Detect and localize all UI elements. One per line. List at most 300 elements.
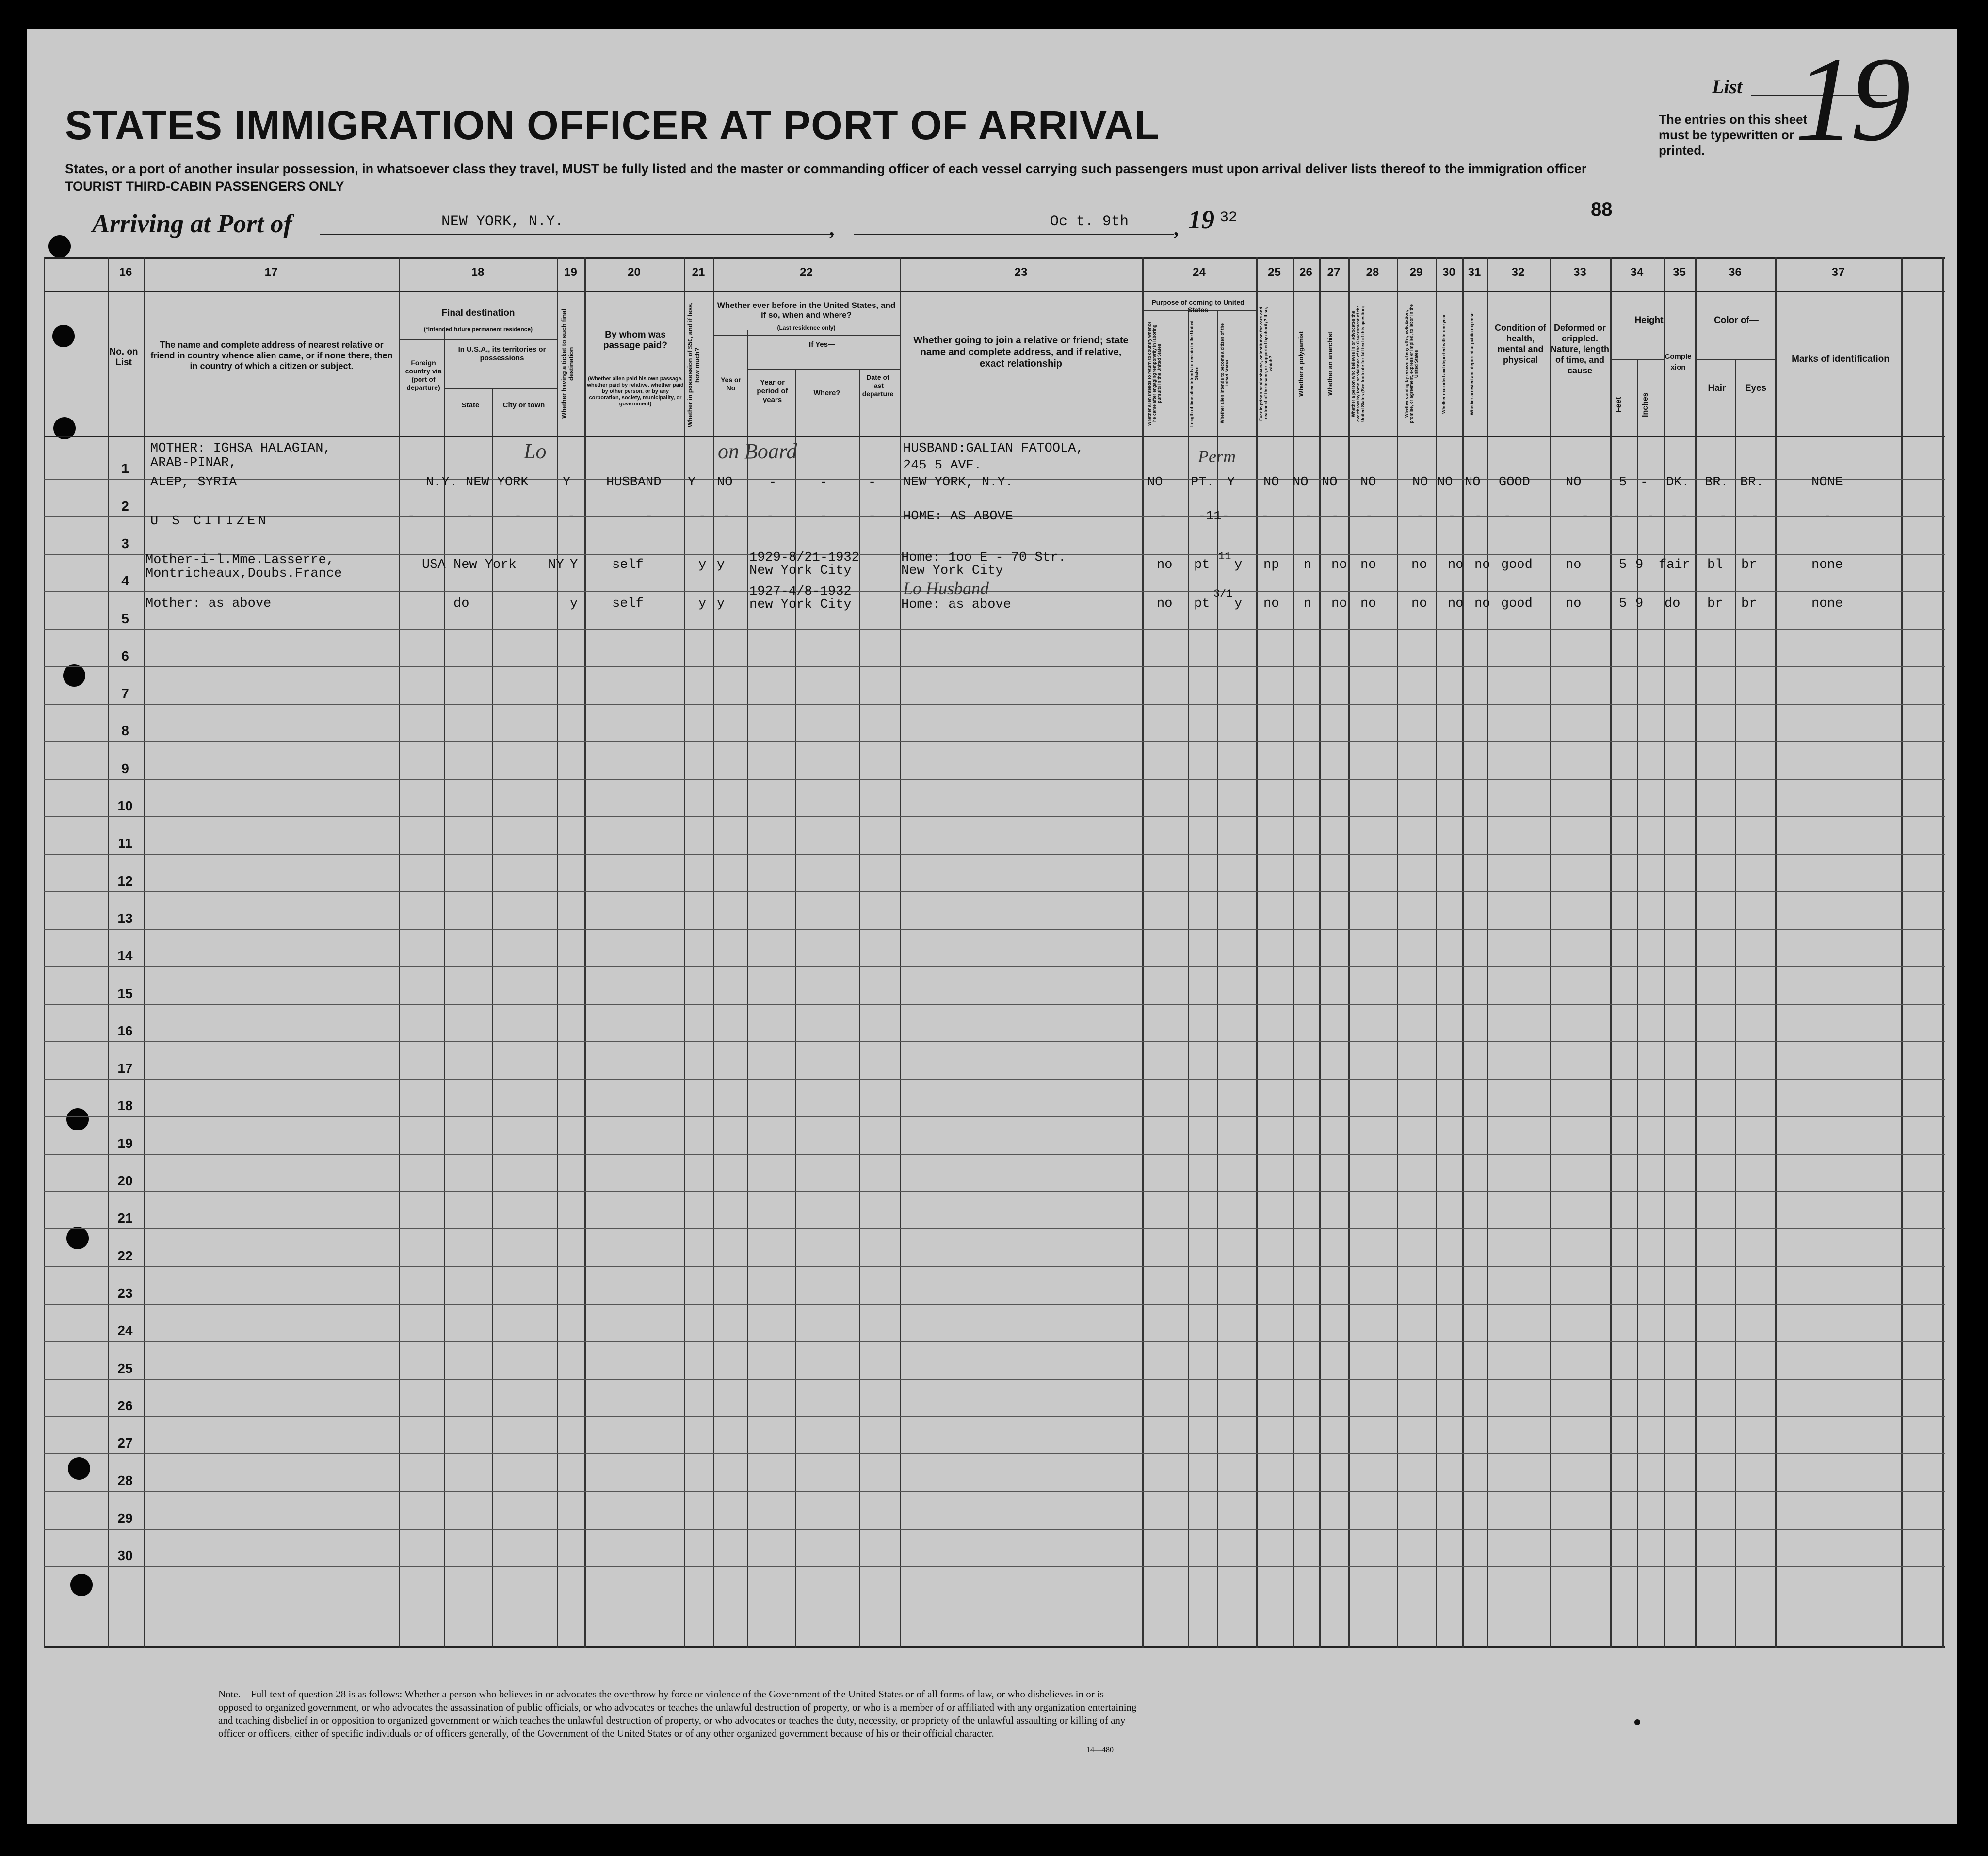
row-number: 19 bbox=[117, 1135, 133, 1151]
column-rule bbox=[1256, 257, 1258, 1648]
row1-complexion: DK. bbox=[1666, 475, 1690, 490]
row-number: 12 bbox=[117, 873, 133, 888]
row2-dash: - bbox=[1331, 509, 1340, 524]
row2-dash: - bbox=[466, 509, 474, 524]
column-number: 20 bbox=[628, 266, 641, 279]
row1-anarchist: NO bbox=[1322, 475, 1338, 490]
row1-relative-line2: ARAB-PINAR, bbox=[150, 456, 237, 470]
row3-polygamist: n bbox=[1304, 558, 1312, 572]
column-number: 18 bbox=[471, 266, 485, 279]
column-number: 33 bbox=[1573, 266, 1586, 279]
row-rule bbox=[44, 1453, 1945, 1454]
ink-dot bbox=[1634, 1719, 1640, 1725]
instructions bbox=[65, 160, 1617, 195]
column-rule bbox=[1462, 257, 1464, 1648]
hdr-prison: Ever in prison or almshouse, or institution for care and treatment of the insane, or supported by charity? If so, which? bbox=[1259, 307, 1273, 421]
column-rule bbox=[1293, 257, 1294, 1648]
header-sub-rule bbox=[1610, 359, 1664, 360]
row4-handwritten-join: Lo Husband bbox=[903, 579, 989, 598]
row4-where: new York City bbox=[749, 597, 852, 612]
row-rule bbox=[44, 704, 1945, 705]
row1-return: NO bbox=[1147, 475, 1163, 490]
row-rule bbox=[44, 1416, 1945, 1417]
column-rule bbox=[1610, 257, 1612, 1648]
page-title: STATES IMMIGRATION OFFICER AT PORT OF ARRIVAL bbox=[65, 102, 1160, 148]
row3-relative-line1: Mother-i-l.Mme.Lasserre, bbox=[145, 553, 334, 567]
row1-marks: NONE bbox=[1811, 475, 1843, 490]
row3-length: pt bbox=[1194, 558, 1210, 572]
row2-dash: - bbox=[1448, 509, 1456, 524]
row2-dash: - bbox=[766, 509, 775, 524]
column-rule bbox=[557, 257, 558, 1648]
sub-column-rule bbox=[859, 369, 860, 1648]
row2-dash: - bbox=[645, 509, 653, 524]
sub-column-rule bbox=[747, 330, 748, 1648]
hdr-color-of: Color of— bbox=[1714, 315, 1759, 325]
row2-dash: - bbox=[820, 509, 828, 524]
hdr-complexion: Complexion bbox=[1665, 353, 1692, 371]
row2-dash: - bbox=[1613, 509, 1621, 524]
row1-q28: NO bbox=[1360, 475, 1376, 490]
row-number: 26 bbox=[117, 1398, 133, 1413]
hdr-no-on-list: No. on List bbox=[109, 347, 138, 368]
column-rule bbox=[900, 257, 901, 1648]
row-rule bbox=[44, 629, 1945, 630]
hdr-foreign-country: Foreign country via (port of departure) bbox=[405, 359, 442, 391]
column-number: 29 bbox=[1409, 266, 1423, 279]
arrival-port: NEW YORK, N.Y. bbox=[441, 213, 564, 230]
row4-hair: br bbox=[1707, 597, 1723, 611]
row4-q30: no bbox=[1448, 597, 1464, 611]
row1-q31: NO bbox=[1465, 475, 1481, 490]
row3-health: good bbox=[1501, 558, 1533, 572]
hdr-eyes: Eyes bbox=[1745, 383, 1767, 393]
row3-join-line1: Home: 1oo E - 70 Str. bbox=[901, 550, 1067, 565]
row4-inches: 9 bbox=[1635, 597, 1644, 611]
row1-ticket: Y bbox=[563, 475, 571, 490]
hdr-final-destination-note: (*Intended future permanent residence) bbox=[423, 326, 533, 333]
row2-relative: U S CITIZEN bbox=[150, 514, 269, 529]
hdr-deformed: Deformed or crippled. Nature, length of time, and cause bbox=[1550, 323, 1609, 375]
hdr-q31: Whether arrested and deported at public expense bbox=[1470, 312, 1474, 415]
row4-passage: self bbox=[612, 597, 644, 611]
row1-length: PT. bbox=[1191, 475, 1214, 490]
footnote-question-28: Note.—Full text of question 28 is as follows: Whether a person who believes in or advocates the overthrow by force or violence of the Government of the United States or of all forms of law, or who disbelieves in or is opposed to organized government, or who advocates the assassination of public officials, or who advocates or teaches the unlawful destruction of property, or who is a member of or affiliated with any organization entertaining and teaching disbelief in or opposition to organized government or which teaches the unlawful destruction of property, or who advocates or teaches the duty, necessity, or propriety of the unlawful assaulting or killing of any officer or officers, either of specific individuals or of officers generally, of the Government of the United States or of any other organized government because of his or their official character. bbox=[218, 1688, 1137, 1739]
row4-state: do bbox=[453, 597, 469, 611]
column-rule bbox=[1550, 257, 1551, 1648]
row4-relative: Mother: as above bbox=[145, 597, 272, 611]
row1-departure: - bbox=[868, 475, 876, 490]
row1-passage: HUSBAND bbox=[606, 475, 662, 490]
hdr-feet: Feet bbox=[1615, 397, 1623, 413]
row3-q30: no bbox=[1448, 558, 1464, 572]
row3-deformed: no bbox=[1566, 558, 1582, 572]
row4-yes-no: y bbox=[717, 597, 725, 611]
row3-inches: 9 bbox=[1635, 558, 1644, 572]
row-number: 15 bbox=[117, 985, 133, 1001]
column-number: 30 bbox=[1442, 266, 1455, 279]
row-number: 10 bbox=[117, 798, 133, 813]
table-top-rule bbox=[44, 257, 1945, 259]
row2-dash: - bbox=[1503, 509, 1512, 524]
hdr-where: Where? bbox=[813, 389, 840, 397]
column-number: 34 bbox=[1630, 266, 1644, 279]
form-code: 14—480 bbox=[1086, 1746, 1114, 1754]
row1-join-line3: NEW YORK, N.Y. bbox=[903, 475, 1013, 490]
row4-polygamist: n bbox=[1304, 597, 1312, 611]
column-number: 25 bbox=[1268, 266, 1281, 279]
row3-money: y bbox=[698, 558, 707, 572]
row1-prison: NO bbox=[1263, 475, 1279, 490]
row3-state: New York bbox=[453, 558, 517, 572]
row4-deformed: no bbox=[1566, 597, 1582, 611]
row4-q31: no bbox=[1474, 597, 1490, 611]
sub-column-rule bbox=[444, 330, 445, 1648]
row1-handwritten-perm: Perm bbox=[1198, 447, 1236, 466]
hdr-state: State bbox=[461, 401, 480, 409]
row3-where: New York City bbox=[749, 564, 852, 578]
row2-length-mark: -11- bbox=[1198, 509, 1229, 524]
row-number: 5 bbox=[121, 611, 129, 626]
row-rule bbox=[44, 891, 1945, 892]
hdr-inches: Inches bbox=[1641, 392, 1649, 418]
comma: , bbox=[1174, 218, 1179, 240]
row1-year: - bbox=[769, 475, 777, 490]
row4-length: pt bbox=[1194, 597, 1210, 611]
row3-foreign: USA bbox=[422, 558, 446, 572]
row-rule bbox=[44, 666, 1945, 667]
column-rule bbox=[399, 257, 400, 1648]
row3-yes-no: y bbox=[717, 558, 725, 572]
row-number: 8 bbox=[121, 723, 129, 739]
row2-dash: - bbox=[1681, 509, 1689, 524]
row4-join: Home: as above bbox=[901, 597, 1011, 612]
hdr-city: City or town bbox=[502, 401, 545, 409]
hdr-in-usa: In U.S.A., its territories or possessions bbox=[458, 345, 546, 362]
row-number: 27 bbox=[117, 1436, 133, 1451]
row1-state: NEW YORK bbox=[466, 475, 529, 490]
hdr-yes-no: Yes or No bbox=[720, 376, 742, 392]
row2-dash: - bbox=[407, 509, 416, 524]
row-number: 30 bbox=[117, 1548, 133, 1563]
hdr-q29: Whether coming by reason of any offer, solicitation, promise, or agreement, express or implied, to labor in the United States bbox=[1404, 304, 1419, 424]
row2-dash: - bbox=[1581, 509, 1589, 524]
column-number: 16 bbox=[119, 266, 132, 279]
row-rule bbox=[44, 1379, 1945, 1380]
row-number: 21 bbox=[117, 1210, 133, 1226]
column-rule bbox=[1348, 257, 1350, 1648]
hdr-date-departure: Date of last departure bbox=[862, 373, 894, 398]
row2-dash: - bbox=[567, 509, 576, 524]
row4-q28: no bbox=[1360, 597, 1376, 611]
punch-hole bbox=[48, 235, 71, 258]
row-rule bbox=[44, 1041, 1945, 1042]
row2-dash: - bbox=[1261, 509, 1269, 524]
row1-where: - bbox=[820, 475, 828, 490]
row-rule bbox=[44, 854, 1945, 855]
row2-dash: - bbox=[1159, 509, 1167, 524]
row-number: 18 bbox=[117, 1098, 133, 1114]
row1-citizen: Y bbox=[1227, 475, 1235, 490]
row4-money: y bbox=[698, 597, 707, 611]
row4-ticket: y bbox=[570, 597, 578, 611]
header-sub-rule bbox=[399, 339, 557, 340]
row-rule bbox=[44, 1154, 1945, 1155]
hdr-health: Condition of health, mental and physical bbox=[1495, 323, 1546, 365]
row3-eyes: br bbox=[1741, 558, 1757, 572]
row3-join-line2: New York City bbox=[901, 564, 1003, 578]
column-number: 35 bbox=[1673, 266, 1686, 279]
row-number: 20 bbox=[117, 1173, 133, 1188]
sub-column-rule bbox=[1188, 310, 1189, 1648]
column-rule bbox=[1695, 257, 1697, 1648]
row-number: 3 bbox=[121, 535, 129, 551]
class-line: TOURIST THIRD-CABIN PASSENGERS ONLY bbox=[65, 179, 344, 194]
row3-length-mark: 11 bbox=[1218, 550, 1231, 563]
row3-passage: self bbox=[612, 558, 644, 572]
row2-join: HOME: AS ABOVE bbox=[903, 509, 1013, 524]
column-rule bbox=[1436, 257, 1437, 1648]
row2-dash: - bbox=[723, 509, 731, 524]
row-number: 6 bbox=[121, 648, 129, 663]
column-rule bbox=[108, 257, 109, 1648]
column-number: 24 bbox=[1193, 266, 1206, 279]
column-rule bbox=[1319, 257, 1321, 1648]
row2-dash: - bbox=[1719, 509, 1728, 524]
row-number: 7 bbox=[121, 686, 129, 701]
row4-eyes: br bbox=[1741, 597, 1757, 611]
header-sub-rule bbox=[1695, 359, 1775, 360]
row-rule bbox=[44, 929, 1945, 930]
row1-polygamist: NO bbox=[1293, 475, 1309, 490]
column-rule bbox=[1664, 257, 1665, 1648]
row-number: 1 bbox=[121, 461, 129, 476]
row4-complexion: do bbox=[1665, 597, 1681, 611]
row4-q29: no bbox=[1411, 597, 1427, 611]
hdr-passage-note: (Whether alien paid his own passage, whether paid by relative, whether paid by other person, or by any corporation, society, municipality, or government) bbox=[587, 376, 684, 407]
row-number: 16 bbox=[117, 1023, 133, 1038]
hdr-join-relative: Whether going to join a relative or friend; state name and complete address, and if relative, exact relationship bbox=[913, 335, 1129, 369]
hdr-relative: The name and complete address of nearest relative or friend in country whence alien came, or if none there, then in country of which a citizen or subject. bbox=[150, 340, 393, 371]
punch-hole bbox=[63, 664, 85, 687]
row3-ticket: Y bbox=[570, 558, 578, 572]
row-rule bbox=[44, 1228, 1945, 1229]
column-rule bbox=[144, 257, 145, 1648]
column-number: 32 bbox=[1511, 266, 1525, 279]
hdr-passage: By whom was passage paid? bbox=[603, 330, 667, 351]
hdr-height: Height bbox=[1634, 315, 1664, 325]
row3-complexion: fair bbox=[1659, 558, 1690, 572]
row2-dash: - bbox=[868, 509, 876, 524]
typewritten-note: The entries on this sheet must be typewritten or printed. bbox=[1659, 112, 1808, 158]
arrival-date: Oc t. 9th bbox=[1050, 213, 1129, 230]
row-number: 29 bbox=[117, 1510, 133, 1526]
row1-foreign: N.Y. bbox=[426, 475, 457, 490]
column-rule bbox=[1942, 257, 1944, 1648]
column-rule bbox=[1487, 257, 1488, 1648]
corner-mark: 88 bbox=[1591, 199, 1613, 220]
column-number: 21 bbox=[692, 266, 705, 279]
column-number: 17 bbox=[264, 266, 278, 279]
hdr-q30: Whether excluded and deported within one year bbox=[1441, 314, 1446, 414]
punch-hole bbox=[70, 1574, 93, 1596]
row2-dash: - bbox=[1365, 509, 1374, 524]
column-number: 36 bbox=[1729, 266, 1742, 279]
row-rule bbox=[44, 966, 1945, 967]
row-number: 17 bbox=[117, 1061, 133, 1076]
row2-dash: - bbox=[698, 509, 707, 524]
column-rule bbox=[684, 257, 685, 1648]
column-rule bbox=[1775, 257, 1777, 1648]
instructions-text: States, or a port of another insular possession, in whatsoever class they travel, MUST be fully listed and the master or commanding officer of each vessel carrying such passengers must upon arrival deliver lists thereof to the immigration officer bbox=[65, 161, 1587, 176]
hdr-polygamist: Whether a polygamist bbox=[1297, 331, 1305, 397]
hdr-before-us-note: (Last residence only) bbox=[777, 324, 836, 331]
date-underline bbox=[854, 234, 1174, 235]
row1-q30: NO bbox=[1437, 475, 1453, 490]
hdr-hair: Hair bbox=[1708, 383, 1726, 393]
row4-prison: no bbox=[1263, 597, 1279, 611]
row-number: 23 bbox=[117, 1285, 133, 1301]
row-number: 28 bbox=[117, 1473, 133, 1488]
row-rule bbox=[44, 816, 1945, 817]
arriving-label: Arriving at Port of bbox=[92, 209, 292, 238]
row1-deformed: NO bbox=[1566, 475, 1582, 490]
hdr-purpose: Purpose of coming to United States bbox=[1151, 298, 1245, 314]
column-rule bbox=[584, 257, 586, 1648]
row-rule bbox=[44, 1079, 1945, 1080]
row3-city: NY bbox=[548, 558, 564, 572]
comma: , bbox=[829, 218, 834, 240]
column-number: 37 bbox=[1831, 266, 1845, 279]
row-rule bbox=[44, 1116, 1945, 1117]
row3-marks: none bbox=[1811, 558, 1843, 572]
row3-relative-line2: Montricheaux,Doubs.France bbox=[145, 566, 342, 581]
row3-feet: 5 bbox=[1619, 558, 1627, 572]
row-rule bbox=[44, 1004, 1945, 1005]
column-rule bbox=[44, 257, 45, 1648]
row1-eyes: BR. bbox=[1740, 475, 1764, 490]
hdr-final-destination: Final destination bbox=[441, 308, 515, 318]
row1-q29: NO bbox=[1412, 475, 1428, 490]
row-rule bbox=[44, 741, 1945, 742]
column-number: 23 bbox=[1014, 266, 1028, 279]
hdr-purpose-length: Length of time alien intends to remain in the United States bbox=[1189, 320, 1199, 427]
row2-dash: - bbox=[1647, 509, 1655, 524]
row1-money: Y bbox=[688, 475, 696, 490]
row4-year: 1927-4/8-1932 bbox=[749, 584, 852, 599]
row-rule bbox=[44, 1266, 1945, 1267]
row-number: 4 bbox=[121, 573, 129, 589]
row2-dash: - bbox=[1824, 509, 1832, 524]
column-number: 22 bbox=[800, 266, 813, 279]
punch-hole bbox=[68, 1457, 90, 1480]
row4-marks: none bbox=[1811, 597, 1843, 611]
table-header-rule bbox=[44, 436, 1945, 437]
hdr-year-period: Year or period of years bbox=[757, 378, 788, 404]
hdr-marks: Marks of identification bbox=[1792, 354, 1890, 364]
row1-relative-line1: MOTHER: IGHSA HALAGIAN, bbox=[150, 441, 331, 456]
row-number: 11 bbox=[118, 836, 132, 851]
row2-dash: - bbox=[1474, 509, 1483, 524]
column-number: 19 bbox=[564, 266, 577, 279]
row2-dash: - bbox=[1751, 509, 1759, 524]
row2-dash: - bbox=[1305, 509, 1313, 524]
hdr-anarchist: Whether an anarchist bbox=[1326, 331, 1334, 396]
port-underline bbox=[320, 234, 834, 235]
row4-feet: 5 bbox=[1619, 597, 1627, 611]
row-rule bbox=[44, 1341, 1945, 1342]
hdr-ticket: Whether having a ticket to such final destination bbox=[560, 308, 575, 419]
list-number: 19 bbox=[1794, 32, 1906, 166]
hdr-purpose-citizen: Whether alien intends to become a citizen of the United States bbox=[1220, 323, 1229, 424]
column-number: 31 bbox=[1468, 266, 1481, 279]
row3-q31: no bbox=[1474, 558, 1490, 572]
manifest-sheet bbox=[27, 29, 1957, 1824]
row4-length-mark: 3/1 bbox=[1213, 588, 1233, 600]
row2-dash: - bbox=[1416, 509, 1424, 524]
row1-join-line1: HUSBAND:GALIAN FATOOLA, bbox=[903, 441, 1084, 456]
row1-yes-no: NO bbox=[717, 475, 733, 490]
header-sub-rule bbox=[747, 369, 900, 370]
column-rule bbox=[713, 257, 714, 1648]
header-sub-rule bbox=[713, 335, 900, 336]
row1-feet: 5 bbox=[1619, 475, 1627, 490]
row-number: 22 bbox=[117, 1248, 133, 1263]
table-bottom-rule bbox=[44, 1646, 1945, 1648]
row-number: 9 bbox=[121, 760, 129, 776]
column-rule bbox=[1142, 257, 1144, 1648]
column-number: 27 bbox=[1327, 266, 1341, 279]
sub-column-rule bbox=[492, 388, 493, 1648]
row4-anarchist: no bbox=[1331, 597, 1347, 611]
hdr-money: Whether in possession of $50, and if less, how much? bbox=[686, 302, 701, 428]
row4-return: no bbox=[1157, 597, 1173, 611]
row1-inches: - bbox=[1640, 475, 1649, 490]
punch-hole bbox=[52, 325, 75, 347]
row4-citizen: y bbox=[1234, 597, 1243, 611]
row-rule bbox=[44, 779, 1945, 780]
row-rule bbox=[44, 1566, 1945, 1567]
row-rule bbox=[44, 1304, 1945, 1305]
year-printed: 19 bbox=[1188, 205, 1214, 234]
header-sub-rule bbox=[444, 388, 557, 389]
row-number: 24 bbox=[117, 1323, 133, 1339]
row3-anarchist: no bbox=[1331, 558, 1347, 572]
column-rule bbox=[1901, 257, 1903, 1648]
row1-health: GOOD bbox=[1499, 475, 1530, 490]
row-number: 2 bbox=[121, 498, 129, 514]
row1-handwritten-on-board: on Board bbox=[718, 439, 797, 463]
punch-hole bbox=[66, 1227, 89, 1249]
hdr-q28: Whether a person who believes in or advocates the overthrow by force or violence of the Government of the United States (See footnote for full text of this question) bbox=[1351, 305, 1365, 422]
row3-q28: no bbox=[1360, 558, 1376, 572]
row3-year: 1929-8/21-1932 bbox=[749, 550, 859, 565]
hdr-purpose-return: Whether alien intends to return to country whence he came after engaging temporarily in laboring pursuits in the United States bbox=[1147, 321, 1162, 426]
row3-prison: np bbox=[1263, 558, 1279, 572]
row2-dash: - bbox=[514, 509, 522, 524]
row-rule bbox=[44, 1191, 1945, 1192]
row3-return: no bbox=[1157, 558, 1173, 572]
column-number: 26 bbox=[1299, 266, 1312, 279]
row-number: 13 bbox=[117, 910, 133, 926]
row1-join-line2: 245 5 AVE. bbox=[903, 458, 982, 473]
row3-q29: no bbox=[1411, 558, 1427, 572]
row-number: 14 bbox=[117, 948, 133, 964]
list-label: List bbox=[1712, 76, 1743, 97]
row-rule bbox=[44, 1529, 1945, 1530]
row1-hair: BR. bbox=[1705, 475, 1729, 490]
row1-handwritten-lo: Lo bbox=[524, 439, 547, 463]
